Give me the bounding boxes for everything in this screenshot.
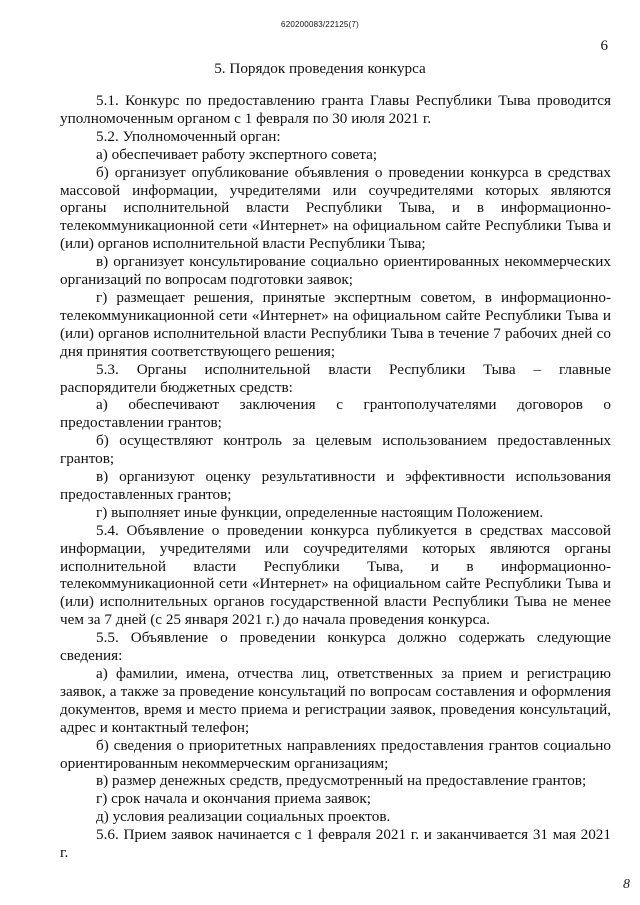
list-item: в) организуют оценку результативности и эффективности использования предоставленных грантов;: [60, 468, 611, 503]
list-item: в) размер денежных средств, предусмотренный на предоставление грантов;: [96, 772, 587, 790]
paragraph-5-4: 5.4. Объявление о проведении конкурса публикуется в средствах массовой информации, учредителями или соучредителями которых являются органы исполнительной власти Республики Тыва, и в информационно-телекоммуникационной сети «Интернет» на официальном сайте Республики Тыва и (или) исполнительных органов государственной власти Республики Тыва не менее чем за 7 дней (с 25 января 2021 г.) до начала проведения конкурса.: [60, 521, 611, 629]
paragraph-5-3: 5.3. Органы исполнительной власти Республики Тыва – главные распорядители бюджетных средств:: [60, 360, 611, 396]
list-item: а) обеспечивают заключения с грантополучателями договоров о предоставлении грантов;: [60, 396, 611, 432]
paragraph-5-1: 5.1. Конкурс по предоставлению гранта Главы Республики Тыва проводится уполномоченным органом с 1 февраля по 30 июля 2021 г.: [60, 92, 611, 127]
list-item: д) условия реализации социальных проектов.: [96, 808, 391, 826]
list-item: а) обеспечивает работу экспертного совета;: [96, 145, 378, 163]
list-item: г) выполняет иные функции, определенные настоящим Положением.: [96, 503, 544, 521]
list-item: в) организует консультирование социально ориентированных некоммерческих организаций по вопросам подготовки заявок;: [60, 253, 611, 289]
paragraph-5-2: 5.2. Уполномоченный орган:: [96, 127, 281, 145]
handwritten-page-mark: 8: [623, 877, 630, 892]
list-item: б) осуществляют контроль за целевым использованием предоставленных грантов;: [60, 432, 611, 468]
section-title: 5. Порядок проведения конкурса: [214, 60, 426, 77]
list-item: г) размещает решения, принятые экспертным советом, в информационно-телекоммуникационной сети «Интернет» на официальном сайте Республики Тыва и (или) органов исполнительной власти Республики Тыва в течение 7 рабочих дней со дня принятия соответствующего решения;: [60, 288, 611, 360]
list-item: б) сведения о приоритетных направлениях предоставления грантов социально ориентированным некоммерческим организациям;: [60, 736, 611, 772]
paragraph-5-5: 5.5. Объявление о проведении конкурса должно содержать следующие сведения:: [60, 629, 611, 665]
document-id: 620200083/22125(7): [281, 20, 359, 29]
list-item: а) фамилии, имена, отчества лиц, ответственных за прием и регистрацию заявок, а также за проведение консультаций по вопросам составления и оформления документов, время и место приема и регистрации заявок, проведения консультаций, адрес и контактный телефон;: [60, 665, 611, 736]
paragraph-5-6: 5.6. Прием заявок начинается с 1 февраля 2021 г. и заканчивается 31 мая 2021 г.: [60, 826, 611, 862]
document-body: [60, 92, 611, 862]
list-item: б) организует опубликование объявления о проведении конкурса в средствах массовой информации, учредителями или соучредителями которых являются органы исполнительной власти Республики Тыва, и в информационно-телекоммуникационной сети «Интернет» на официальном сайте Республики Тыва и (или) органов исполнительной власти Республики Тыва;: [60, 163, 611, 253]
list-item: г) срок начала и окончания приема заявок;: [96, 790, 371, 808]
page-number: 6: [600, 38, 608, 54]
